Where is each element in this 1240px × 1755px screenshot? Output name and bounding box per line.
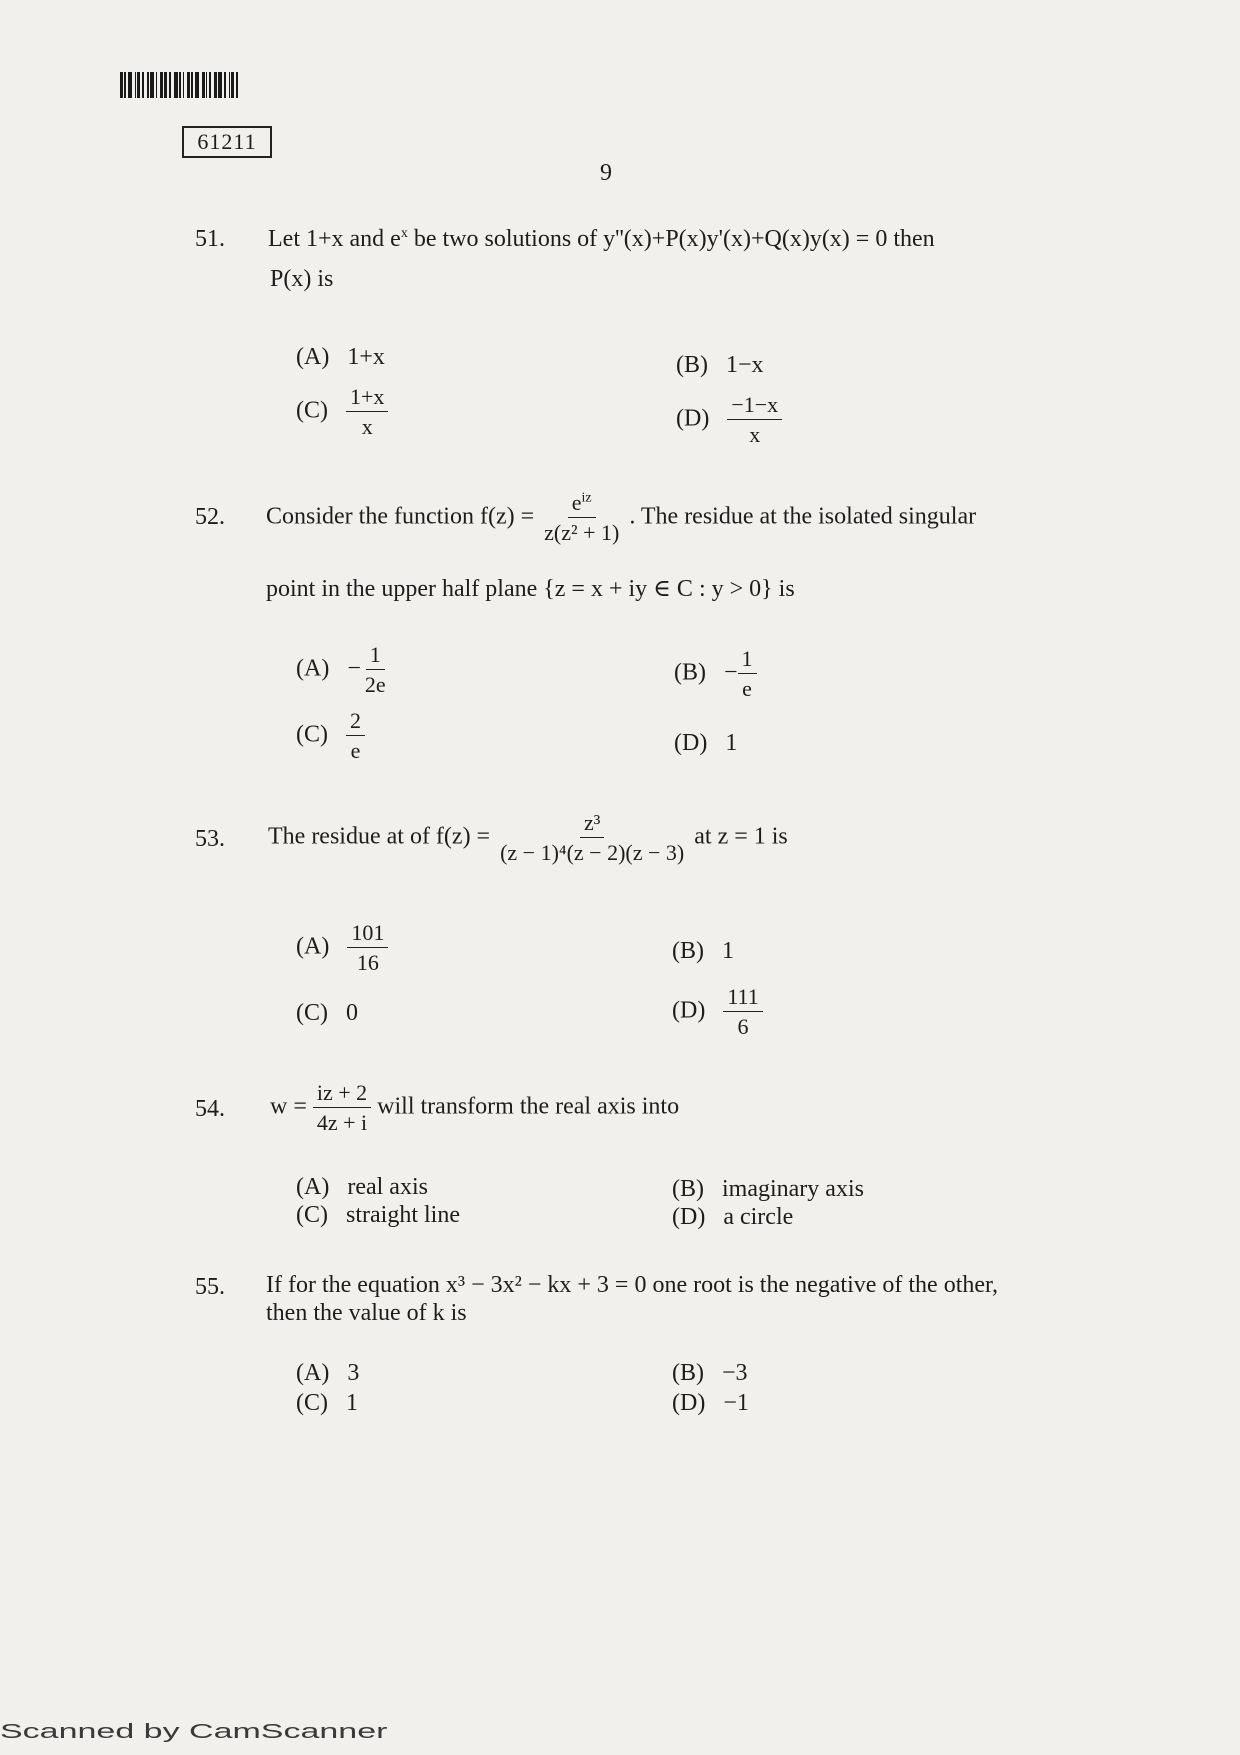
option-value: −1 <box>723 1390 749 1416</box>
option-label: (A) <box>296 1174 330 1200</box>
option-label: (C) <box>296 721 328 748</box>
barcode-bar <box>174 72 178 98</box>
option-c[interactable] <box>296 384 388 440</box>
question-text <box>268 226 935 253</box>
option-value: straight line <box>346 1202 460 1228</box>
option-value: imaginary axis <box>722 1176 864 1202</box>
option-d[interactable] <box>676 392 782 448</box>
question-text-part: will transform the real axis into <box>377 1093 680 1120</box>
option-label: (D) <box>672 1204 706 1230</box>
numerator: 2 <box>346 708 365 736</box>
superscript: x <box>400 226 408 241</box>
option-label: (A) <box>296 1360 330 1386</box>
barcode-bar <box>231 72 234 98</box>
superscript: iz <box>581 490 592 506</box>
numerator: 101 <box>347 920 388 948</box>
option-value: 1−x <box>726 352 764 378</box>
option-label: (D) <box>676 405 710 432</box>
option-a[interactable] <box>296 920 388 976</box>
option-value: 1 <box>722 938 734 964</box>
barcode-bar <box>156 72 157 98</box>
barcode-bar <box>195 72 199 98</box>
option-label: (C) <box>296 1390 328 1416</box>
question-text-part: w = <box>270 1093 307 1120</box>
option-c[interactable] <box>296 1202 460 1229</box>
option-label: (A) <box>296 655 330 682</box>
barcode <box>120 72 278 98</box>
option-value: 1+x <box>347 344 385 370</box>
function-fraction <box>496 810 688 866</box>
barcode-bar <box>236 72 238 98</box>
barcode-bar <box>209 72 211 98</box>
option-c[interactable] <box>296 1000 358 1027</box>
option-value: 0 <box>346 1000 358 1026</box>
question-text <box>268 810 788 866</box>
page-number: 9 <box>600 160 612 186</box>
function-fraction <box>313 1080 371 1136</box>
option-value: 3 <box>347 1360 360 1386</box>
question-text-line2: then the value of k is <box>266 1300 467 1326</box>
denominator: 4z + i <box>316 1110 368 1136</box>
option-c[interactable] <box>296 1390 358 1417</box>
option-fraction <box>738 646 757 702</box>
barcode-bar <box>224 72 226 98</box>
option-b[interactable] <box>674 646 757 702</box>
question-text <box>270 1080 679 1136</box>
option-value: a circle <box>723 1204 794 1230</box>
question-text-part: be two solutions of y''(x)+P(x)y'(x)+Q(x)y(x) = 0 then <box>407 226 935 252</box>
option-d[interactable] <box>672 1390 749 1417</box>
denominator: 2e <box>364 672 386 698</box>
option-b[interactable] <box>676 352 764 379</box>
option-value: real axis <box>347 1174 428 1200</box>
barcode-bar <box>160 72 163 98</box>
denominator: 16 <box>356 950 379 976</box>
denominator: (z − 1)⁴(z − 2)(z − 3) <box>500 840 685 866</box>
denominator: x <box>749 422 761 448</box>
barcode-bar <box>179 72 181 98</box>
option-label: (D) <box>674 730 708 756</box>
numerator: 1 <box>366 642 385 670</box>
numerator <box>568 490 596 518</box>
barcode-bar <box>142 72 144 98</box>
barcode-bar <box>135 72 136 98</box>
numerator: 1+x <box>346 384 388 412</box>
option-label: (B) <box>672 1360 704 1386</box>
option-label: (B) <box>672 938 704 964</box>
barcode-bar <box>229 72 230 98</box>
option-b[interactable] <box>672 1176 864 1203</box>
option-label: (C) <box>296 1000 328 1026</box>
option-label: (B) <box>674 659 706 686</box>
barcode-bar <box>147 72 149 98</box>
denominator: x <box>361 414 373 440</box>
denominator: 6 <box>737 1014 749 1040</box>
barcode-bar <box>183 72 184 98</box>
option-value: 1 <box>346 1390 358 1416</box>
option-label: (D) <box>672 997 706 1024</box>
question-text-part: The residue at of f(z) = <box>268 823 491 850</box>
question-text-part: Let 1+x and e <box>268 226 401 252</box>
option-label: (D) <box>672 1390 706 1416</box>
question-text-part: Consider the function f(z) = <box>266 503 535 530</box>
option-label: (B) <box>676 352 708 378</box>
option-fraction <box>361 642 390 698</box>
option-b[interactable] <box>672 1360 748 1387</box>
paper-code: 61211 <box>182 126 272 158</box>
option-label: (A) <box>296 933 330 960</box>
question-text <box>266 490 976 546</box>
barcode-bar <box>169 72 171 98</box>
question-number: 53. <box>195 826 225 852</box>
barcode-bar <box>218 72 222 98</box>
question-number: 51. <box>195 226 225 252</box>
option-a[interactable] <box>296 344 385 371</box>
option-d[interactable] <box>674 730 737 757</box>
question-text: If for the equation x³ − 3x² − kx + 3 = 0 one root is the negative of the other, <box>266 1272 999 1298</box>
denominator: e <box>742 676 752 702</box>
option-value: 1 <box>725 730 738 756</box>
option-fraction <box>346 708 365 764</box>
barcode-bar <box>191 72 193 98</box>
option-d[interactable] <box>672 984 763 1040</box>
numerator: z³ <box>580 810 604 838</box>
question-text-line2: P(x) is <box>270 266 334 292</box>
barcode-bar <box>202 72 205 98</box>
question-text-part: . The residue at the isolated singular <box>629 503 977 530</box>
numerator: iz + 2 <box>313 1080 371 1108</box>
barcode-bar <box>150 72 154 98</box>
option-fraction <box>346 384 388 440</box>
option-c[interactable] <box>296 708 365 764</box>
question-text-line2: point in the upper half plane {z = x + iy ∈ C : y > 0} is <box>266 576 795 602</box>
option-label: (A) <box>296 344 330 370</box>
option-fraction <box>727 392 782 448</box>
barcode-bar <box>128 72 132 98</box>
barcode-bar <box>206 72 207 98</box>
numerator: 1 <box>738 646 757 674</box>
numerator-base: e <box>571 490 582 515</box>
option-label: (C) <box>296 1202 328 1228</box>
option-b[interactable] <box>672 938 734 965</box>
numerator: −1−x <box>727 392 782 420</box>
function-fraction <box>540 490 623 546</box>
option-d[interactable] <box>672 1204 793 1231</box>
option-a[interactable] <box>296 1174 428 1201</box>
question-text-part: at z = 1 is <box>694 823 788 850</box>
barcode-bar <box>137 72 140 98</box>
option-sign: − <box>724 659 738 686</box>
question-number: 52. <box>195 504 225 530</box>
option-a[interactable] <box>296 1360 359 1387</box>
denominator: z(z² + 1) <box>544 520 620 546</box>
option-label: (B) <box>672 1176 704 1202</box>
barcode-bar <box>214 72 217 98</box>
option-value: −3 <box>722 1360 748 1386</box>
option-fraction <box>347 920 388 976</box>
option-a[interactable] <box>296 642 390 698</box>
barcode-bar <box>120 72 123 98</box>
denominator: e <box>350 738 361 764</box>
option-fraction <box>723 984 762 1040</box>
scanner-watermark: Scanned by CamScanner <box>0 1720 388 1743</box>
option-sign: − <box>347 655 361 682</box>
barcode-bar <box>124 72 126 98</box>
barcode-bar <box>164 72 167 98</box>
question-number: 54. <box>195 1096 225 1122</box>
numerator: 111 <box>723 984 762 1012</box>
question-number: 55. <box>195 1274 225 1300</box>
option-label: (C) <box>296 397 328 424</box>
barcode-bar <box>187 72 190 98</box>
